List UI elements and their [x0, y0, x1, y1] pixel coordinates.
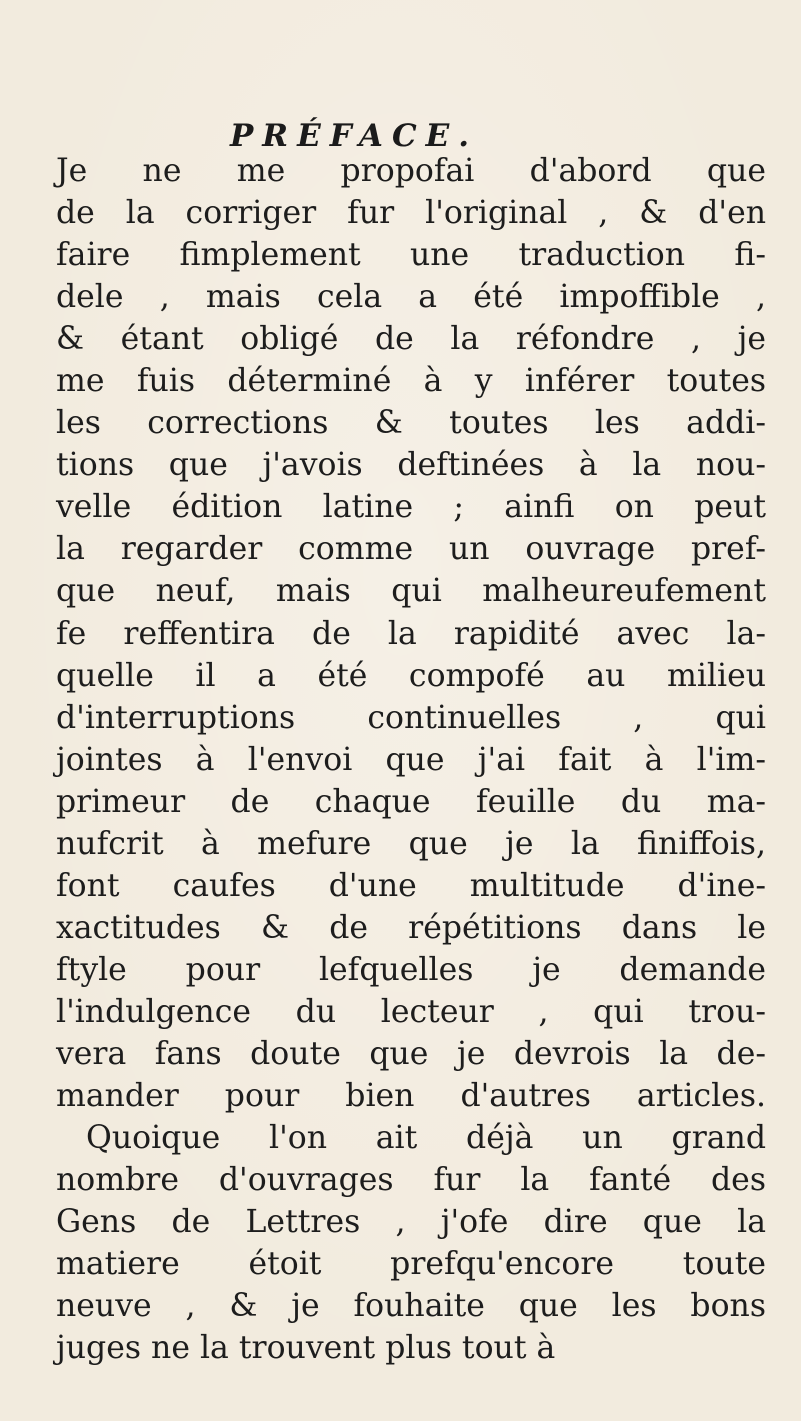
text-line: quelle il a été compofé au milieu — [56, 657, 766, 694]
text-line: de la corriger fur l'original , & d'en — [56, 195, 766, 232]
text-line: matiere étoit prefqu'encore toute — [56, 1246, 766, 1283]
text-line: d'interruptions continuelles , qui — [56, 699, 766, 736]
text-line: vera fans doute que je devrois la de- — [56, 1035, 766, 1072]
text-line: me fuis déterminé à y inférer toutes — [56, 363, 766, 400]
text-line: la regarder comme un ouvrage pref- — [56, 531, 766, 568]
text-line: que neuf, mais qui malheureufement — [56, 573, 766, 610]
running-header: PRÉFACE. — [230, 118, 479, 154]
text-line: ftyle pour lefquelles je demande — [56, 951, 766, 988]
paragraph-start-line: Quoique l'on ait déjà un grand — [86, 1120, 766, 1157]
text-line: neuve , & je fouhaite que les bons — [56, 1288, 766, 1325]
text-line: Je ne me propofai d'abord que — [56, 153, 766, 189]
text-line: dele , mais cela a été impoffible , — [56, 279, 766, 316]
body-text — [56, 150, 766, 1369]
text-line: nufcrit à mefure que je la finiffois, — [56, 825, 766, 862]
text-line: juges ne la trouvent plus tout à — [56, 1330, 556, 1367]
text-line: les corrections & toutes les addi- — [56, 405, 766, 442]
text-line: font caufes d'une multitude d'ine- — [56, 867, 766, 904]
text-line: primeur de chaque feuille du ma- — [56, 783, 766, 820]
text-line: l'indulgence du lecteur , qui trou- — [56, 993, 766, 1030]
text-line: velle édition latine ; ainfi on peut — [56, 489, 766, 526]
text-line: tions que j'avois deftinées à la nou- — [56, 447, 766, 484]
text-line: Gens de Lettres , j'ofe dire que la — [56, 1204, 766, 1241]
text-line: faire fimplement une traduction fi- — [56, 237, 766, 274]
text-line: fe reffentira de la rapidité avec la- — [56, 615, 766, 652]
text-line: mander pour bien d'autres articles. — [56, 1078, 766, 1115]
text-line: jointes à l'envoi que j'ai fait à l'im- — [56, 741, 766, 778]
text-line: xactitudes & de répétitions dans le — [56, 909, 766, 946]
text-line: & étant obligé de la réfondre , je — [56, 321, 766, 358]
text-line: nombre d'ouvrages fur la fanté des — [56, 1162, 766, 1199]
